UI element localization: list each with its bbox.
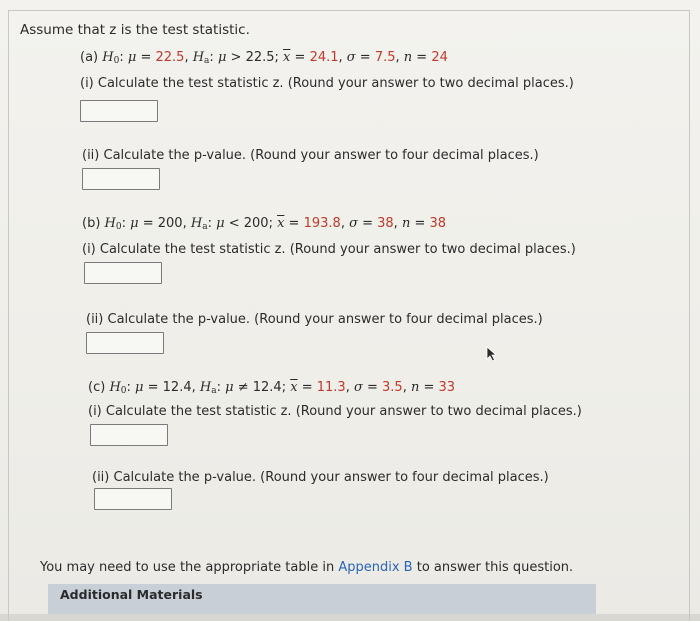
alt-operator: > [230, 50, 242, 65]
part-b-question-2: (ii) Calculate the p-value. (Round your answer to four decimal places.) [86, 312, 543, 327]
alt-operator: < [228, 216, 240, 231]
null-mean: 12.4 [162, 380, 192, 395]
part-a-p-answer-input[interactable] [82, 168, 160, 190]
mouse-pointer-icon [486, 346, 498, 362]
sample-size: 24 [431, 50, 448, 65]
part-b-p-answer-input[interactable] [86, 332, 164, 354]
sample-size: 38 [429, 216, 447, 231]
part-c-question-1: (i) Calculate the test statistic z. (Round your answer to two decimal places.) [88, 404, 582, 419]
sigma-value: 7.5 [374, 50, 396, 65]
part-c-hypotheses: (c) $H_0$: μ = 12.4, $H_a$: μ ≠ 12.4; $\overline{x} = 11.3$, σ = 3.5, n = 33 [88, 380, 456, 396]
part-a-question-1: (i) Calculate the test statistic z. (Round your answer to two decimal places.) [80, 76, 574, 91]
appendix-b-link[interactable]: Appendix B [338, 560, 413, 575]
part-b-question-1: (i) Calculate the test statistic z. (Round your answer to two decimal places.) [82, 242, 576, 257]
note-suffix: to answer this question. [412, 560, 574, 575]
intro-text: Assume that z is the test statistic. [20, 22, 250, 38]
appendix-note [40, 560, 573, 575]
sample-size: 33 [438, 380, 456, 395]
sample-mean: 11.3 [316, 380, 346, 395]
sample-mean: 24.1 [309, 50, 339, 65]
alt-mean: 200 [243, 216, 269, 231]
alt-operator: ≠ [237, 380, 249, 395]
alt-mean: 12.4 [252, 380, 282, 395]
sigma-value: 38 [377, 216, 394, 231]
sigma-value: 3.5 [382, 380, 403, 395]
sample-mean: 193.8 [303, 216, 341, 231]
part-c-question-2: (ii) Calculate the p-value. (Round your answer to four decimal places.) [92, 470, 549, 485]
additional-materials-bar[interactable] [48, 584, 596, 614]
part-c-p-answer-input[interactable] [94, 488, 172, 510]
part-a-question-2: (ii) Calculate the p-value. (Round your answer to four decimal places.) [82, 148, 539, 163]
null-mean: 22.5 [155, 50, 185, 65]
alt-mean: 22.5 [245, 50, 275, 65]
question-intro [20, 22, 250, 38]
part-a-z-answer-input[interactable] [80, 100, 158, 122]
note-prefix: You may need to use the appropriate table in [40, 560, 339, 575]
part-a-hypotheses: (a) $H_0$: μ = 22.5, $H_a$: μ > 22.5; $\overline{x} = 24.1$, σ = 7.5, n = 24 [80, 50, 448, 66]
part-label: (c) [88, 380, 106, 395]
part-label: (b) [82, 216, 101, 231]
additional-materials-label: Additional Materials [60, 587, 203, 602]
null-mean: 200 [157, 216, 183, 231]
part-b-hypotheses: (b) $H_0$: μ = 200, $H_a$: μ < 200; $\overline{x} = 193.8$, σ = 38, n = 38 [82, 216, 447, 232]
part-b-z-answer-input[interactable] [84, 262, 162, 284]
part-label: (a) [80, 50, 99, 65]
part-c-z-answer-input[interactable] [90, 424, 168, 446]
